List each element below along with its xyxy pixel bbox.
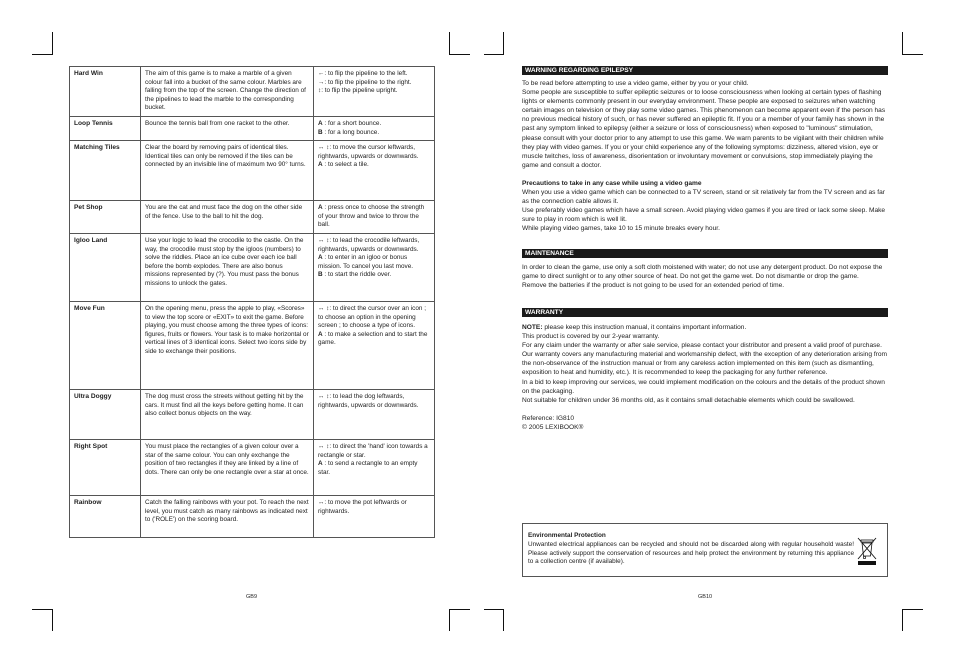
control-keys: B [318, 271, 323, 279]
game-name: Loop Tennis [70, 117, 141, 141]
page-number-left: GB9 [246, 594, 258, 600]
control-line [318, 144, 430, 161]
page-number-right: GB10 [698, 594, 713, 600]
reference: Reference: IG810 [522, 414, 575, 422]
control-text: : for a long bounce. [322, 128, 380, 136]
precautions-title: Precautions to take in any case while using a video game [522, 179, 702, 187]
game-controls [314, 67, 435, 117]
game-description: Bounce the tennis ball from one racket to the other. [141, 117, 314, 141]
environment-body: Unwanted electrical appliances can be recycled and should not be discarded along with regular household waste! Please actively support the conservation of resources and help protect the environment by returning this appliance to a collection centre (if available). [528, 540, 854, 566]
precautions-body: When you use a video game which can be connected to a TV screen, stand or sit relatively far from the TV screen and as far as the connection cable allows it. Use preferably video games which have a small screen. Avoid playing video games if you are tired or lack some sleep. Make sure to play in room which is well lit. While playing video games, take 10 to 15 minute breaks every hour. [522, 189, 886, 233]
game-name: Igloo Land [70, 233, 141, 301]
control-text: : to flip the pipeline to the right. [324, 78, 412, 86]
control-text: : to lead the dog leftwards, rightwards, upwards or downwards. [318, 392, 419, 409]
games-table [69, 66, 435, 538]
game-description: The dog must cross the streets without getting hit by the cars. It must find all the keys before getting home. It can also collect bonus objects on the way. [141, 389, 314, 439]
game-name: Pet Shop [70, 201, 141, 234]
warranty-section [522, 323, 890, 432]
control-keys: ← [318, 70, 325, 77]
game-name: Right Spot [70, 439, 141, 495]
control-keys: A [318, 254, 323, 262]
copyright: © 2005 LEXIBOOK® [522, 423, 584, 431]
game-row [70, 495, 435, 537]
control-line [318, 120, 430, 129]
control-text: : to make a selection and to start the game. [318, 330, 428, 347]
game-description: You are the cat and must face the dog on the other side of the fence. Use to the ball to hit the dog. [141, 201, 314, 234]
game-controls [314, 389, 435, 439]
warranty-heading: WARRANTY [522, 308, 888, 317]
epilepsy-intro: To be read before attempting to use a video game, either by you or your child. [522, 80, 749, 87]
game-controls [314, 439, 435, 495]
game-controls [314, 141, 435, 201]
control-line [318, 254, 430, 271]
control-keys: A [318, 161, 323, 169]
game-row [70, 301, 435, 389]
game-controls [314, 301, 435, 389]
control-line [318, 70, 430, 79]
maintenance-section [522, 263, 890, 290]
control-text: : for a short bounce. [322, 120, 382, 127]
game-description: Clear the board by removing pairs of identical tiles. Identical tiles can only be removed if the tiles can be connected by an invisible line of maximum two 90° turns. [141, 141, 314, 201]
warranty-note-text: please keep this instruction manual, it contains important information. [542, 324, 747, 331]
game-description: On the opening menu, press the apple to play, «Scores» to view the top score or «EXIT» to exit the game. Before playing, you must choose among the three types of icons: figures, fruits or flowers. Your task is to make horizontal or vertical lines of 3 identical icons. Select two icons side by side to exchange their positions. [141, 301, 314, 389]
game-controls [314, 233, 435, 301]
game-row [70, 117, 435, 141]
control-keys: B [318, 128, 323, 136]
control-line [318, 460, 430, 477]
maintenance-body: In order to clean the game, use only a soft cloth moistened with water; do not use any detergent product. Do not expose the game to direct sunlight or to any other source of heat. Do not get the game wet. Do not dismantle or drop the game. Remove the batteries if the product is not going to be used for an extended period of time. [522, 264, 883, 290]
control-keys: A [318, 460, 323, 468]
warranty-note [522, 323, 890, 332]
game-name: Matching Tiles [70, 141, 141, 201]
control-line [318, 331, 430, 348]
control-line [318, 393, 430, 410]
game-row [70, 141, 435, 201]
game-name: Move Fun [70, 301, 141, 389]
control-line [318, 499, 430, 516]
epilepsy-heading: WARNING REGARDING EPILEPSY [522, 66, 888, 75]
game-description: You must place the rectangles of a given colour over a star of the same colour. You can only exchange the position of two rectangles if they are linked by a line of dots. There can only be one rectangle over a star at once. [141, 439, 314, 495]
control-text: : to flip the pipeline to the left. [324, 70, 408, 77]
game-row [70, 389, 435, 439]
warranty-note-label: NOTE: [522, 324, 543, 331]
environment-title: Environmental Protection [528, 532, 606, 539]
control-text: : to move the cursor leftwards, rightwards, upwards or downwards. [318, 144, 419, 160]
control-keys: A [318, 204, 323, 212]
game-description: Catch the falling rainbows with your pot. To reach the next level, you must catch as many rainbows as indicated next to ('ROLE') on the scoring board. [141, 495, 314, 537]
control-line [318, 305, 430, 331]
warranty-body: This product is covered by our 2-year warranty. For any claim under the warranty or after sale service, please contact your distributor and present a valid proof of purchase. Our warranty covers any manufacturing material and workmanship defect, with the exception of any deterioration arising from the non-observance of the instruction manual or from any careless action implemented on this item (such as dismantling, exposition to heat and humidity, etc.). It is recommended to keep the packaging for any further reference. In a bid to keep improving our services, we could implement modification on the colours and the details of the product shown on the packaging. Not suitable for children under 36 months old, as it contains small detachable elements which could be swallowed. [522, 333, 888, 404]
control-text: : to enter in an igloo or bonus mission. To cancel you last move. [318, 254, 414, 270]
control-text: : to select a tile. [322, 161, 369, 169]
control-text: : to flip the pipeline upright. [321, 87, 398, 95]
control-keys: ↔ ↕ [318, 392, 330, 400]
maintenance-heading: MAINTENANCE [522, 249, 888, 258]
control-line [318, 443, 430, 460]
game-controls [314, 201, 435, 234]
control-keys: ↔ ↕ [318, 304, 330, 312]
epilepsy-body: Some people are susceptible to suffer epileptic seizures or to loose consciousness when looking at certain types of flashing lights or elements commonly present in our everyday environment. These people are exposed to seizures when watching certain images on television or they play some video games. This phenomenon can become apparent even if the person has no previous medical history of such, or has never suffered an epileptic fit. If you or a member of your family has shown in the past any symptom linked to epilepsy (either a seizure or loss of consciousness) when exposed to "luminous" stimulation, please consult with your doctor prior to any attempt to use this game. We warn parents to be vigilant with their children while they play with video games. If you or your child experience any of the following symptoms: dizziness, altered vision, eye or muscle twitches, loss of awareness, disorientation or involuntary movement or convulsions, stop immediately playing the game and consult a doctor. [522, 89, 886, 169]
game-name: Hard Win [70, 67, 141, 117]
control-keys: A [318, 120, 323, 127]
control-line [318, 237, 430, 254]
game-row [70, 439, 435, 495]
control-line [318, 161, 430, 170]
control-keys: A [318, 330, 323, 338]
control-text: : press once to choose the strength of your throw and twice to throw the ball. [318, 204, 425, 229]
control-line [318, 87, 430, 96]
control-keys: ↔ [318, 498, 325, 506]
control-keys: ↕ [318, 87, 322, 95]
control-text: : to direct the cursor over an icon ; to choose an option in the opening screen ; to choose a type of icons. [318, 304, 426, 330]
crossed-bin-icon [855, 536, 879, 566]
control-text: : to lead the crocodile leftwards, rightwards, upwards or downwards. [318, 236, 420, 253]
game-description: Use your logic to lead the crocodile to the castle. On the way, the crocodile must stop by the igloos (numbers) to solve the riddles. Place an ice cube over each ice ball before the bomb explodes. There are also bonus missions represented by (?). You must pass the bonus missions to unlock the gates. [141, 233, 314, 301]
control-line [318, 79, 430, 88]
control-text: : to start the riddle over. [322, 271, 392, 279]
epilepsy-section [522, 79, 890, 234]
control-line [318, 129, 430, 138]
control-keys: ↔ ↕ [318, 144, 330, 152]
control-keys: ↔ ↕ [318, 236, 330, 244]
game-name: Rainbow [70, 495, 141, 537]
game-row [70, 233, 435, 301]
game-controls [314, 495, 435, 537]
game-row [70, 67, 435, 117]
control-text: : to send a rectangle to an empty star. [318, 460, 418, 476]
control-line [318, 271, 430, 280]
control-keys: ↔ ↕ [318, 442, 330, 450]
game-name: Ultra Doggy [70, 389, 141, 439]
game-row [70, 201, 435, 234]
game-controls [314, 117, 435, 141]
control-keys: → [318, 78, 325, 86]
control-text: : to move the pot leftwards or rightwards. [318, 498, 407, 515]
environment-box [522, 523, 888, 577]
control-line [318, 204, 430, 230]
control-text: : to direct the 'hand' icon towards a rectangle or star. [318, 442, 428, 459]
game-description: The aim of this game is to make a marble of a given colour fall into a bucket of the same colour. Marbles are falling from the top of the screen. Change the direction of the pipelines to lead the marble to the corresponding bucket. [141, 67, 314, 117]
